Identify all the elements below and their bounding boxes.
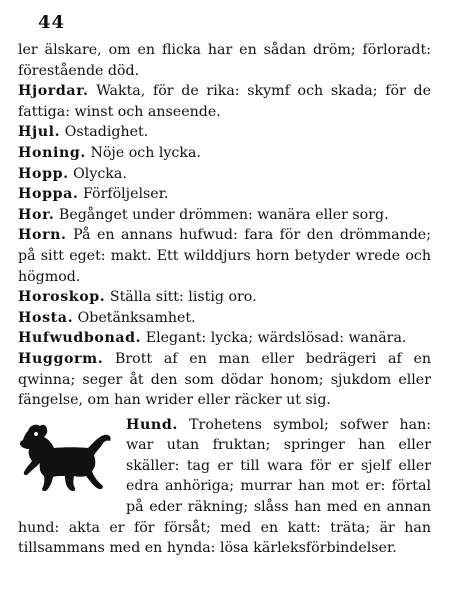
definition: Wakta, för de rika: skymf och skada; för de fattiga: winst och anseende. xyxy=(18,83,431,120)
headword: Hjul. xyxy=(18,124,61,141)
entry-huggorm xyxy=(18,349,431,411)
entry-hosta xyxy=(18,308,431,329)
definition: Olycka. xyxy=(68,165,127,182)
dictionary-text xyxy=(18,40,431,559)
headword: Hoppa. xyxy=(18,186,79,203)
headword: Huggorm. xyxy=(18,350,104,367)
entry-hjordar xyxy=(18,81,431,122)
definition: Nöje och lycka. xyxy=(85,144,201,161)
definition: Ostadighet. xyxy=(60,124,149,141)
entry-honing xyxy=(18,143,431,164)
entry-hjul xyxy=(18,122,431,143)
definition: Trohetens symbol; sofwer han: war utan fruktan; springer han eller skäller: tag er till wara för er sjelf eller edra anhöriga; murrar han mot er: förtal på eder räkning; slåss han med en annan hund: akta er för försåt; med en katt: träta; är han tillsammans med en hynda: lösa kärleksförbindelser. xyxy=(18,416,431,557)
entry-hund-block xyxy=(18,415,431,559)
entry-horn xyxy=(18,225,431,287)
entry-hopp xyxy=(18,164,431,185)
definition: Obetänksamhet. xyxy=(73,309,196,326)
headword: Hor. xyxy=(18,206,55,223)
headword: Hosta. xyxy=(18,309,74,326)
headword: Honing. xyxy=(18,144,86,161)
headword: Horn. xyxy=(18,227,67,244)
definition: Begånget under drömmen: wanära eller sorg. xyxy=(54,206,389,223)
entry-hoppa xyxy=(18,184,431,205)
entry-continuation: ler älskare, om en flicka har en sådan dröm; förloradt: förestående död. xyxy=(18,42,431,79)
headword: Horoskop. xyxy=(18,289,106,306)
headword: Hund. xyxy=(126,416,178,433)
entry-hufwudbonad xyxy=(18,328,431,349)
page-number: 44 xyxy=(38,12,66,33)
definition: På en annans hufwud: fara för den drömmande; på sitt eget: makt. Ett wilddjurs horn betyder wrede och högmod. xyxy=(18,227,431,285)
definition: Ställa sitt: listig oro. xyxy=(105,289,257,306)
headword: Hufwudbonad. xyxy=(18,330,142,347)
entry-horoskop xyxy=(18,287,431,308)
definition: Brott af en man eller bedrägeri af en qwinna; seger åt den som dödar honom; sjukdom eller fängelse, om han wrider eller räcker ut sig. xyxy=(18,350,431,409)
entry-hor xyxy=(18,205,431,226)
definition: Förföljelser. xyxy=(78,186,169,203)
dog-silhouette-icon xyxy=(18,421,118,501)
headword: Hopp. xyxy=(18,165,69,182)
definition: Elegant: lycka; wärdslösad: wanära. xyxy=(141,330,407,347)
headword: Hjordar. xyxy=(18,83,89,100)
